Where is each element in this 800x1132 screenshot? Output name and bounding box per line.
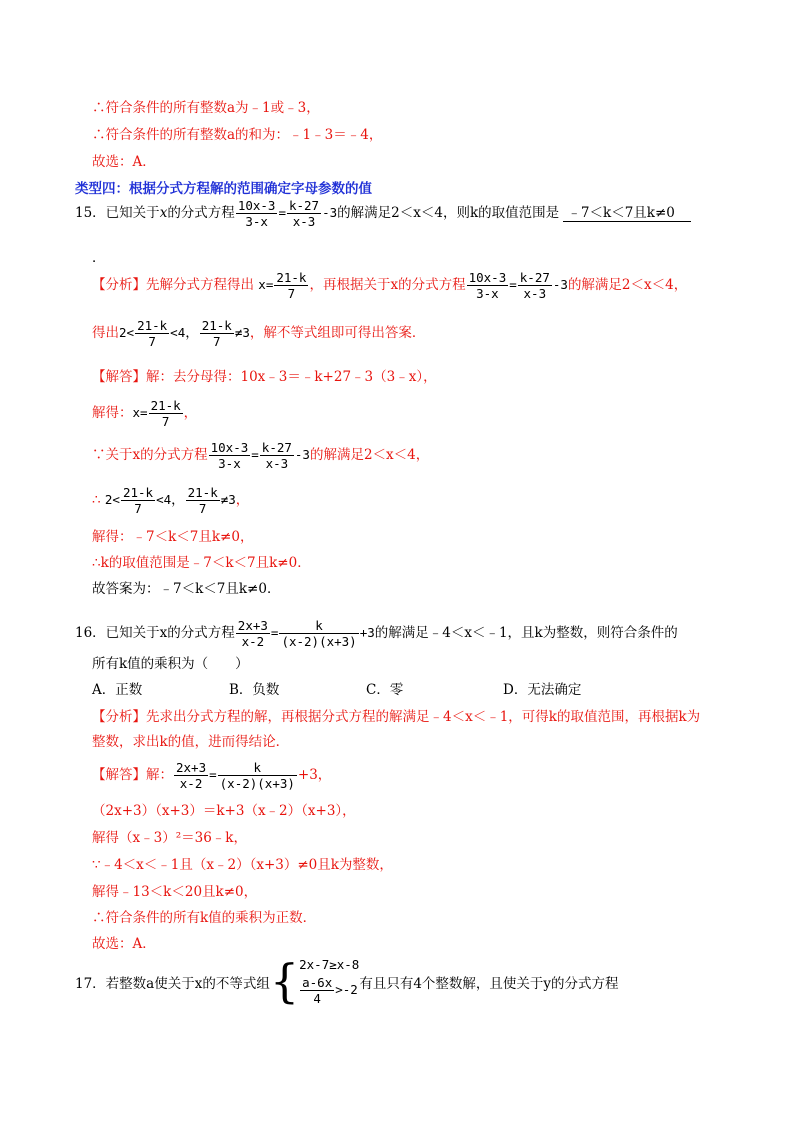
q15-solution-neq-num: 21-k — [187, 485, 218, 500]
q15-solution-text-2: 解得： — [92, 405, 133, 421]
q15-solution-comma-1: ， — [183, 405, 198, 421]
q16-analysis-1 — [92, 705, 700, 725]
q15-analysis-eq-frac2 — [518, 270, 552, 301]
conclusion-line-1: ∴符合条件的所有整数a为﹣1或﹣3， — [92, 100, 320, 116]
q15-analysis-eq — [466, 270, 568, 301]
q15-analysis-neq-num: 21-k — [201, 318, 232, 333]
q15-solution-ineq-frac — [121, 485, 155, 516]
q15-analysis-ineq-left: 2< — [119, 325, 135, 340]
q15-solution-x-den: 7 — [161, 414, 170, 429]
q15-analysis-1 — [92, 270, 687, 301]
q15-eq-den1: 3-x — [245, 214, 268, 229]
q15-solution-eq-num2: k-27 — [261, 440, 292, 455]
q16-analysis-tag: 【分析】 — [92, 709, 146, 725]
q15-solution-4 — [92, 485, 249, 516]
q15-solution-eq-frac1 — [209, 440, 251, 471]
q15-solution-ineq-den: 7 — [134, 501, 142, 516]
q15-solution-eq-tail: -3 — [294, 447, 310, 462]
q16-solution-eq-den1: x-2 — [179, 776, 203, 791]
q15-analysis-ineq-right: <4 — [170, 325, 186, 340]
q15-eq-frac2 — [287, 198, 321, 229]
q17-inequality-system — [299, 955, 359, 1006]
q16-analysis-2: 整数，求出k的值，进而得结论． — [92, 734, 290, 750]
q16-solution-eq-num2: k — [218, 760, 297, 776]
q15-solution-ineq-left: 2< — [104, 492, 120, 507]
q15-solution-neq-frac — [186, 485, 220, 516]
q15-solution-x-num: 21-k — [150, 398, 181, 413]
q16-solution-eq — [173, 760, 298, 791]
q15-solution-3 — [92, 440, 429, 471]
q15-analysis-eq-frac1 — [467, 270, 509, 301]
q15-analysis-text-3: 的解满足2＜x＜4， — [567, 277, 688, 293]
q15-analysis-ineq — [119, 318, 250, 349]
q15-analysis-sol-frac — [274, 270, 308, 301]
q16-option-c[interactable]: C．零 — [366, 682, 404, 698]
q15-solution-x-frac — [149, 398, 183, 429]
q15-stem-post: 的解满足2＜x＜4，则k的取值范围是 — [337, 205, 560, 221]
q16-solution-5: ∴符合条件的所有k值的乘积为正数． — [92, 910, 317, 926]
q15-analysis-2 — [92, 318, 425, 349]
q15-solution-x — [132, 398, 184, 429]
q15-analysis-sol-den: 7 — [287, 286, 296, 301]
q16-eq-num2: k — [279, 618, 358, 634]
q16-solution-1: （2x+3）（x+3）＝k+3（x﹣2）（x+3）， — [92, 803, 356, 819]
q15-analysis-xeq: x= — [258, 277, 274, 292]
q17-sys-line-2 — [299, 975, 359, 1006]
q15-solution-text-1: 解：去分母得：10x﹣3＝﹣k+27﹣3（3﹣x）， — [146, 369, 437, 385]
conclusion-line-3: 故选：A． — [92, 154, 156, 170]
q15-solution-xeq: x= — [132, 405, 148, 420]
q15-stem-pre: 15．已知关于 — [75, 205, 160, 221]
q15-solution-text-3a: ∵关于x的分式方程 — [92, 447, 208, 463]
q16-eq-tail: +3 — [359, 625, 375, 640]
q16-solution-2: 解得（x﹣3）²＝36﹣k， — [92, 830, 247, 846]
q15-analysis-text-1: 先解分式方程得出 — [146, 277, 254, 293]
q15-stem — [75, 198, 691, 229]
q17-sys-num: a-6x — [302, 975, 333, 990]
q16-analysis-text-1: 先求出分式方程的解，再根据分式方程的解满足﹣4＜x＜﹣1，可得k的取值范围，再根据k为 — [146, 709, 701, 725]
q17-sys-frac — [300, 975, 334, 1006]
q15-analysis-text-4: 得出 — [92, 325, 119, 341]
q15-analysis-ineq-den: 7 — [148, 334, 156, 349]
q17-sys-line-1: 2x-7≥x-8 — [299, 957, 360, 972]
q16-eq-den1: x-2 — [241, 634, 265, 649]
q15-solution-neq: ≠3 — [220, 492, 236, 507]
q16-stem — [75, 618, 678, 649]
section-heading: 类型四：根据分式方程解的范围确定字母参数的值 — [75, 181, 372, 197]
q16-solution-text-0: 解： — [146, 767, 173, 783]
q15-analysis-text-5: ，解不等式组即可得出答案． — [249, 325, 426, 341]
q15-answer-blank: ﹣7＜k＜7且k≠0 — [563, 201, 691, 222]
q16-eq-sign: = — [270, 625, 279, 640]
q16-solution-6: 故选：A． — [92, 936, 156, 952]
q16-stem-line-2: 所有k值的乘积为（ ） — [92, 656, 249, 672]
q16-eq-frac1 — [236, 618, 270, 649]
q16-option-a[interactable]: A．正数 — [92, 682, 143, 698]
q15-solution-eq-frac2 — [260, 440, 294, 471]
left-brace-icon: { — [269, 953, 300, 1008]
q17-stem-pre: 17．若整数a使关于x的不等式组 — [75, 976, 270, 992]
q15-analysis-ineq-num: 21-k — [137, 318, 168, 333]
q16-stem-post: 的解满足﹣4＜x＜﹣1，且k为整数，则符合条件的 — [374, 625, 678, 641]
q15-solution-comma-3: ， — [235, 492, 250, 508]
q15-analysis-eq-num1: 10x-3 — [468, 270, 507, 285]
q15-analysis-tag: 【分析】 — [92, 277, 146, 293]
q15-solution-1 — [92, 365, 437, 385]
q16-solution-eq-sign: = — [209, 767, 217, 782]
q16-solution-eq-frac2 — [218, 760, 297, 791]
q16-eq-num1: 2x+3 — [237, 618, 268, 633]
q15-analysis-ineq-frac — [135, 318, 169, 349]
q15-solution-comma-2: ， — [171, 492, 185, 508]
q17-stem-post: 有且只有4个整数解，且使关于y的分式方程 — [359, 976, 619, 992]
q15-stem-mid: 的分式方程 — [167, 205, 235, 221]
q15-eq-den2: x-3 — [292, 214, 316, 229]
q15-analysis-eq-den1: 3-x — [476, 286, 499, 301]
q16-solution-tag: 【解答】 — [92, 767, 146, 783]
q15-analysis-neq-den: 7 — [213, 334, 221, 349]
q16-eq-den2: (x-2)(x+3) — [281, 634, 357, 649]
q15-analysis-eq-num2: k-27 — [519, 270, 550, 285]
q15-solution-6: ∴k的取值范围是﹣7＜k＜7且k≠0． — [92, 555, 311, 571]
q15-analysis-eq-den2: x-3 — [523, 286, 547, 301]
q16-solution-4: 解得﹣13＜k＜20且k≠0， — [92, 884, 258, 900]
q15-solution-eq-num1: 10x-3 — [210, 440, 249, 455]
q15-solution-ineq — [104, 485, 236, 516]
q17-sys-rel: >-2 — [335, 982, 358, 997]
q15-solution-tag: 【解答】 — [92, 369, 146, 385]
q16-option-d[interactable]: D．无法确定 — [503, 682, 582, 698]
q16-eq-frac2 — [279, 618, 358, 649]
q15-solution-ineq-num: 21-k — [122, 485, 154, 500]
q15-eq-num2: k-27 — [288, 198, 320, 213]
q15-eq-frac1 — [236, 198, 278, 229]
q17-stem — [75, 955, 619, 1006]
q15-solution-5: 解得：﹣7＜k＜7且k≠0， — [92, 529, 254, 545]
q15-solution-eq-sign: = — [251, 447, 259, 462]
q15-period: ． — [92, 250, 106, 266]
q15-eq-sign: = — [278, 205, 286, 220]
q17-sys-den: 4 — [313, 991, 321, 1006]
q16-solution-eq-frac1 — [174, 760, 208, 791]
q15-solution-therefore: ∴ — [92, 492, 101, 508]
q15-analysis-sol-num: 21-k — [276, 270, 307, 285]
q15-analysis-comma: ， — [185, 325, 199, 341]
q15-solution-7: 故答案为：﹣7＜k＜7且k≠0． — [92, 581, 281, 597]
q15-solution-text-3b: 的解满足2＜x＜4， — [309, 447, 430, 463]
q15-solution-eq-den1: 3-x — [218, 456, 241, 471]
q15-analysis-eq-tail: -3 — [552, 277, 568, 292]
q16-solution-0 — [92, 760, 331, 791]
q15-solution-neq-den: 7 — [198, 501, 207, 516]
q16-solution-eq-den2: (x-2)(x+3) — [219, 776, 295, 791]
conclusion-line-2: ∴符合条件的所有整数a的和为：﹣1﹣3＝﹣4， — [92, 127, 383, 143]
q15-analysis-eq-sign: = — [509, 277, 517, 292]
q15-stem-var: x — [159, 205, 168, 221]
q15-analysis-neq-frac — [200, 318, 234, 349]
q16-solution-3: ∵﹣4＜x＜﹣1且（x﹣2）（x+3）≠0且k为整数， — [92, 857, 393, 873]
q16-solution-eq-num1: 2x+3 — [176, 760, 207, 775]
q15-solution-2 — [92, 398, 197, 429]
q15-eq-tail: -3 — [322, 205, 338, 220]
q15-solution-ineq-right: <4 — [156, 492, 172, 507]
q16-stem-pre: 16．已知关于x的分式方程 — [75, 625, 235, 641]
q15-solution-eq — [208, 440, 310, 471]
q16-option-b[interactable]: B．负数 — [229, 682, 280, 698]
q15-analysis-sol — [258, 270, 309, 301]
q15-analysis-text-2: ，再根据关于x的分式方程 — [309, 277, 466, 293]
q16-solution-tail: +3， — [297, 767, 332, 783]
q15-eq-num1: 10x-3 — [237, 198, 276, 213]
q15-solution-eq-den2: x-3 — [265, 456, 289, 471]
q15-analysis-neq: ≠3 — [234, 325, 250, 340]
